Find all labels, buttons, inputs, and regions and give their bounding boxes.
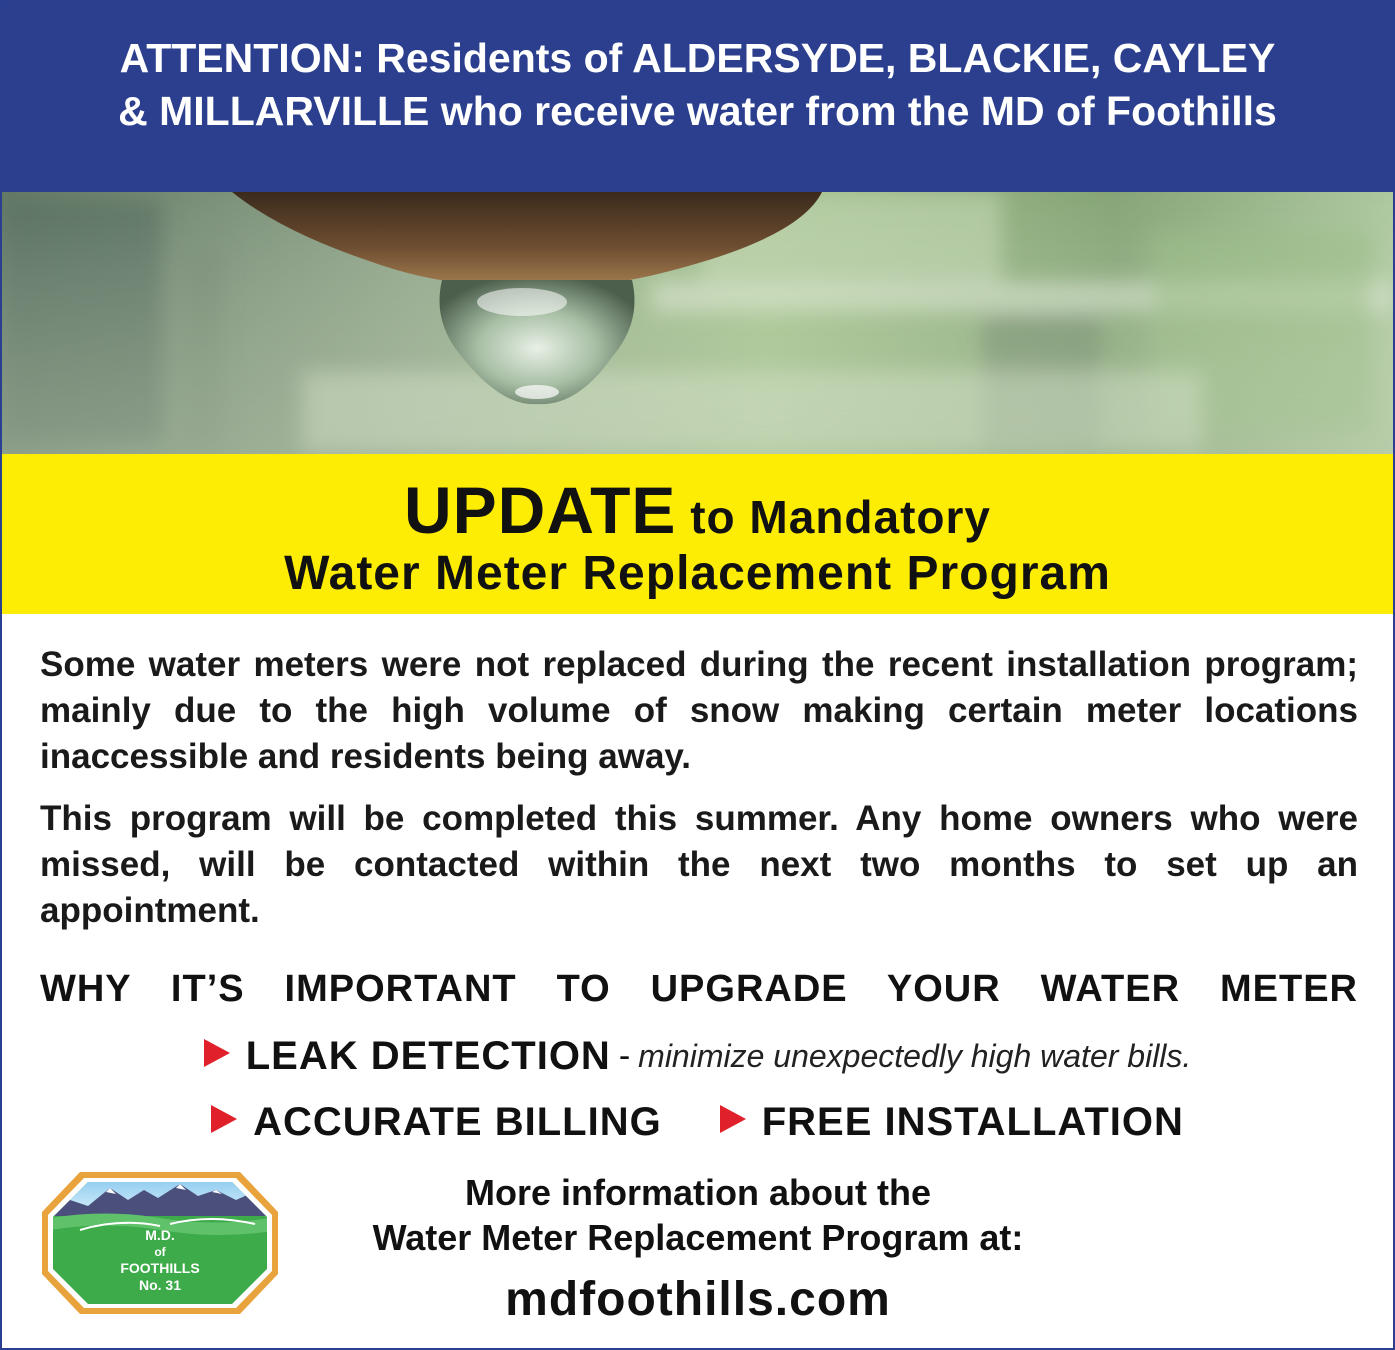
attention-banner — [2, 2, 1393, 192]
paragraph-2: This program will be completed this summer. Any home owners who were missed, will be contacted within the next two months to set up an appointment. — [40, 799, 1358, 930]
why-heading: WHY IT’S IMPORTANT TO UPGRADE YOUR WATER METER — [40, 968, 1358, 1010]
bullet-triangle-icon — [720, 1105, 746, 1133]
benefit-row-1 — [2, 1034, 1393, 1079]
bullet-triangle-icon — [204, 1039, 230, 1067]
md-foothills-logo — [40, 1170, 280, 1316]
update-heading — [2, 472, 1393, 548]
update-rest: to Mandatory — [676, 491, 991, 543]
more-info-line-1: More information about the — [465, 1172, 931, 1213]
benefit-leak-description: minimize unexpectedly high water bills. — [638, 1038, 1192, 1074]
benefit-leak-detection: LEAK DETECTION — [245, 1034, 611, 1078]
update-heading-box — [2, 454, 1393, 614]
water-drop-photo — [2, 192, 1393, 454]
benefit-accurate-billing: ACCURATE BILLING — [253, 1100, 662, 1144]
more-info-line-2: Water Meter Replacement Program at: — [372, 1217, 1024, 1258]
program-title: Water Meter Replacement Program — [284, 547, 1111, 600]
logo-line-2: of — [154, 1245, 166, 1259]
banner-line-1: ATTENTION: Residents of ALDERSYDE, BLACKIE, CAYLEY — [119, 35, 1276, 81]
benefit-row-2 — [2, 1100, 1393, 1145]
benefit-free-installation: FREE INSTALLATION — [761, 1100, 1184, 1144]
bullet-triangle-icon — [211, 1105, 237, 1133]
more-info — [298, 1170, 1098, 1260]
website-link[interactable]: mdfoothills.com — [505, 1273, 891, 1326]
benefit-dash: - — [618, 1037, 631, 1075]
banner-line-2: & MILLARVILLE who receive water from the MD of Foothills — [118, 88, 1277, 134]
paragraph-1: Some water meters were not replaced during the recent installation program; mainly due to the high volume of snow making certain meter locations inaccessible and residents being away. — [40, 645, 1358, 776]
logo-line-3: FOOTHILLS — [120, 1260, 200, 1276]
logo-line-4: No. 31 — [138, 1277, 182, 1293]
update-word: UPDATE — [403, 473, 677, 547]
logo-line-1: M.D. — [145, 1227, 175, 1243]
